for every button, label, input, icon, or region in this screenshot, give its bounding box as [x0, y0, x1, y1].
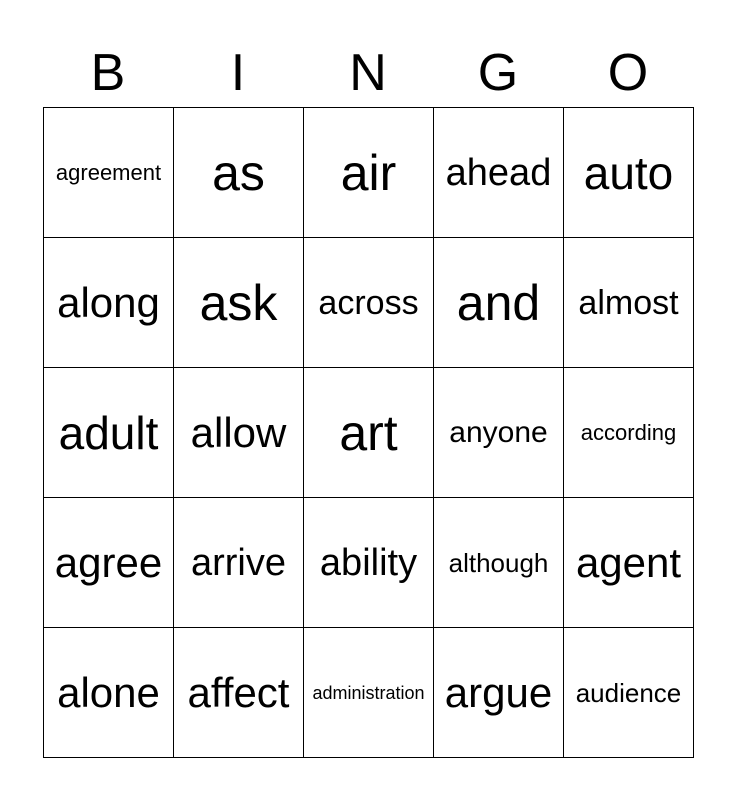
- bingo-cell: affect: [174, 628, 304, 758]
- bingo-cell: argue: [434, 628, 564, 758]
- header-letter-o: O: [607, 44, 649, 102]
- bingo-cell: along: [44, 238, 174, 368]
- bingo-cell: and: [434, 238, 564, 368]
- bingo-cell: as: [174, 108, 304, 238]
- bingo-cell: according: [564, 368, 694, 498]
- bingo-board: [43, 107, 694, 758]
- bingo-cell: anyone: [434, 368, 564, 498]
- bingo-header: [43, 40, 693, 106]
- bingo-cell: auto: [564, 108, 694, 238]
- bingo-cell: audience: [564, 628, 694, 758]
- header-letter-b: B: [90, 44, 126, 102]
- bingo-cell: although: [434, 498, 564, 628]
- bingo-cell: administration: [304, 628, 434, 758]
- bingo-cell: ask: [174, 238, 304, 368]
- bingo-cell: almost: [564, 238, 694, 368]
- bingo-cell: alone: [44, 628, 174, 758]
- bingo-cell: adult: [44, 368, 174, 498]
- bingo-cell: ability: [304, 498, 434, 628]
- header-letter-n: N: [349, 44, 387, 102]
- bingo-cell: agree: [44, 498, 174, 628]
- bingo-cell: art: [304, 368, 434, 498]
- bingo-cell: across: [304, 238, 434, 368]
- header-letter-g: G: [477, 44, 519, 102]
- bingo-cell: arrive: [174, 498, 304, 628]
- bingo-cell: agent: [564, 498, 694, 628]
- bingo-cell: ahead: [434, 108, 564, 238]
- header-letter-i: I: [230, 44, 246, 102]
- bingo-cell: air: [304, 108, 434, 238]
- bingo-cell: agreement: [44, 108, 174, 238]
- bingo-cell: allow: [174, 368, 304, 498]
